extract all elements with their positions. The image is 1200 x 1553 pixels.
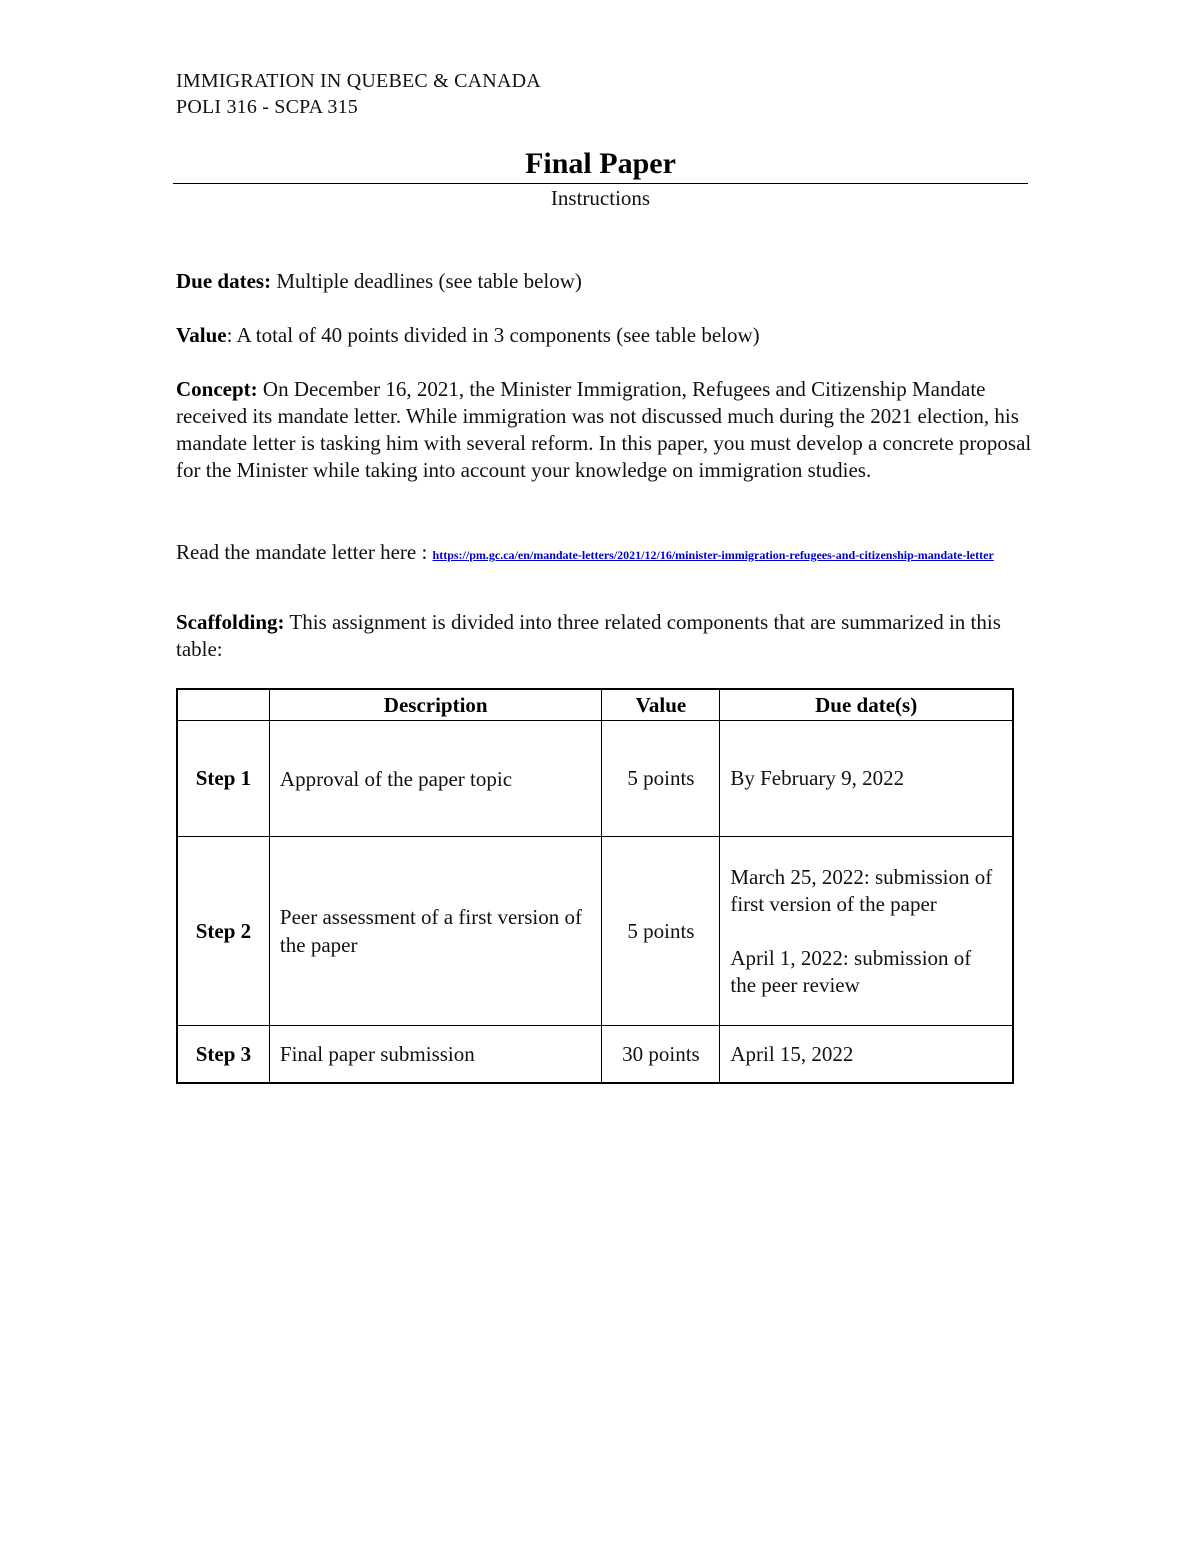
concept-text: On December 16, 2021, the Minister Immigration, Refugees and Citizenship Mandate received its mandate letter. While immigration was not discussed much during the 2021 election, his mandate letter is tasking him with several reform. In this paper, you must develop a concrete proposal for the Minister while taking into account your knowledge on immigration studies. xyxy=(176,377,1032,482)
header-due-dates: Due date(s) xyxy=(720,689,1013,721)
table-header-row xyxy=(177,689,1013,721)
scaffolding-text: This assignment is divided into three related components that are summarized in this table: xyxy=(176,610,1001,661)
step-description: Peer assessment of a first version of the paper xyxy=(269,837,602,1026)
step-value: 5 points xyxy=(602,837,720,1026)
due-dates-text: Multiple deadlines (see table below) xyxy=(271,269,582,293)
due-date-line: By February 9, 2022 xyxy=(730,766,905,790)
course-title: IMMIGRATION IN QUEBEC & CANADA xyxy=(176,70,541,92)
table-row xyxy=(177,837,1013,1026)
title-rule xyxy=(173,183,1028,184)
value-text: : A total of 40 points divided in 3 components (see table below) xyxy=(226,323,760,347)
header-description: Description xyxy=(269,689,602,721)
step-value: 30 points xyxy=(602,1026,720,1084)
mandate-letter-link[interactable]: https://pm.gc.ca/en/mandate-letters/2021/12/16/minister-immigration-refugees-and-citizenship-mandate-letter xyxy=(432,548,994,562)
concept-label: Concept: xyxy=(176,377,258,401)
due-date-line: April 15, 2022 xyxy=(730,1041,854,1066)
read-letter-text: Read the mandate letter here : xyxy=(176,540,433,564)
scaffolding-paragraph xyxy=(176,609,1036,663)
step-due-date xyxy=(720,837,1013,1026)
value-label: Value xyxy=(176,323,227,347)
due-date-line: April 1, 2022: submission of the peer review xyxy=(730,945,972,997)
due-date-line: March 25, 2022: submission of first version of the paper xyxy=(730,864,993,916)
step-label: Step 1 xyxy=(177,721,269,837)
step-due-date xyxy=(720,721,1013,837)
concept-paragraph xyxy=(176,376,1036,484)
step-due-date xyxy=(720,1026,1013,1084)
due-dates-paragraph xyxy=(176,268,1036,295)
step-description: Final paper submission xyxy=(269,1026,602,1084)
read-letter-paragraph xyxy=(176,539,1036,566)
header-value: Value xyxy=(602,689,720,721)
table-row xyxy=(177,1026,1013,1084)
course-code: POLI 316 - SCPA 315 xyxy=(176,96,358,118)
step-label: Step 3 xyxy=(177,1026,269,1084)
value-paragraph xyxy=(176,322,1036,349)
page-title: Final Paper xyxy=(525,147,676,180)
scaffolding-label: Scaffolding: xyxy=(176,610,285,634)
step-value: 5 points xyxy=(602,721,720,837)
header-step xyxy=(177,689,269,721)
components-table xyxy=(176,688,1014,1084)
table-row xyxy=(177,721,1013,837)
step-label: Step 2 xyxy=(177,837,269,1026)
page-subtitle: Instructions xyxy=(550,186,651,210)
step-description: Approval of the paper topic xyxy=(269,721,602,837)
due-dates-label: Due dates: xyxy=(176,269,272,293)
